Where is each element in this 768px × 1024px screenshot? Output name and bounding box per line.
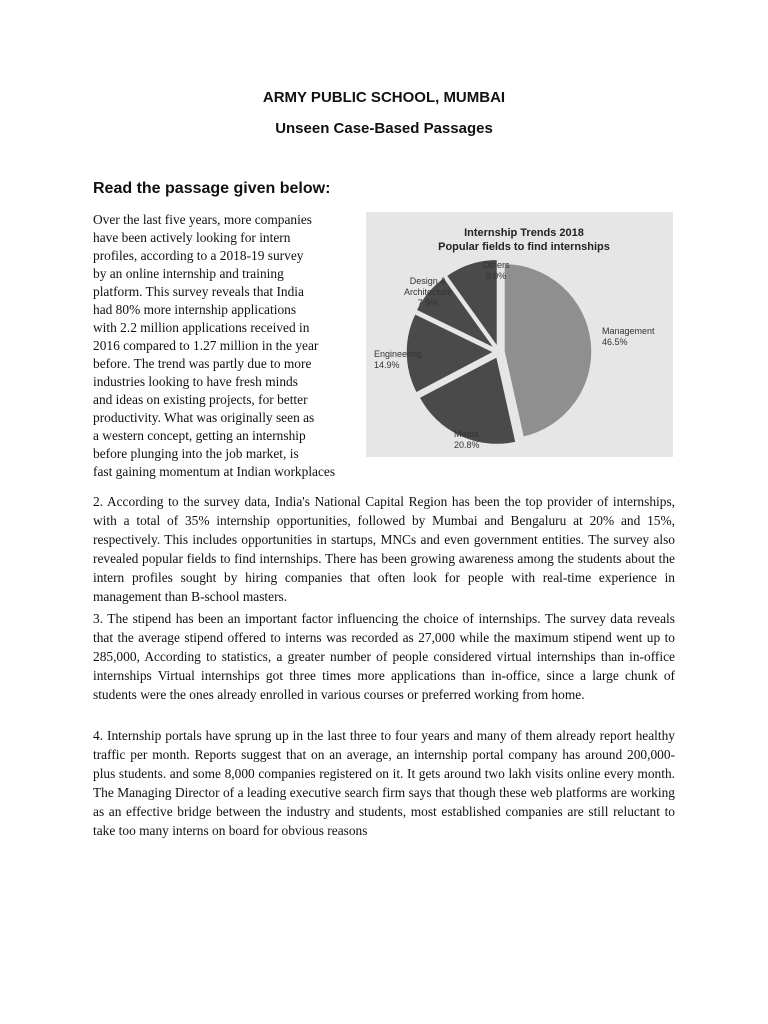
pie-slice-management <box>504 263 592 437</box>
passage-paragraph-4: 4. Internship portals have sprung up in the last three to four years and many of them already report healthy traffic per month. Reports suggest that on an average, an internship portal company has around 200,000-plus students. and some 8,000 companies registered on it. It gets around two lakh visits online every month. The Managing Director of a leading executive search firm says that though these web platforms are working as an effective bridge between the industry and students, most established companies are still reluctant to take too many interns on board for obvious reasons <box>93 728 675 838</box>
slice-value-label: 14.9% <box>374 360 400 370</box>
passage-line: with 2.2 million applications received in <box>93 320 310 335</box>
passage-line: have been actively looking for intern <box>93 230 291 245</box>
slice-category-label: Architecture <box>403 287 453 297</box>
passage-paragraph-2: 2. According to the survey data, India's National Capital Region has been the top provider of internships, with a total of 35% internship opportunities, followed by Mumbai and Bengaluru at 20% and 15%, respectively. This includes opportunities in startups, MNCs and even government entities. The survey also revealed popular fields to find internships. There has been growing awareness among the students about the intern profiles sought by hiring companies that often look for people with real-time experience in management than B-school masters. <box>93 494 675 604</box>
passage-line: and ideas on existing projects, for better <box>93 392 308 407</box>
passage-line: fast gaining momentum at Indian workplaces <box>93 464 336 479</box>
document-subtitle: Unseen Case-Based Passages <box>275 120 493 137</box>
passage-line: before. The trend was partly due to more <box>93 356 312 371</box>
passage-line: platform. This survey reveals that India <box>93 284 304 299</box>
pie-chart-figure <box>366 212 673 457</box>
passage-line: had 80% more internship applications <box>93 302 297 317</box>
slice-value-label: 7.9% <box>417 298 439 308</box>
chart-subtitle: Popular fields to find internships <box>438 241 610 253</box>
slice-category-label: Management <box>602 326 655 336</box>
passage-line: profiles, according to a 2018-19 survey <box>93 248 304 263</box>
passage-paragraph-1 <box>93 211 383 481</box>
chart-title: Internship Trends 2018 <box>464 227 584 239</box>
passage-paragraph-3: 3. The stipend has been an important factor influencing the choice of internships. The survey data reveals that the average stipend offered to interns was recorded as 27,000 while the maximum stipend went up to 285,000, According to statistics, a greater number of people considered virtual internships than in-office internships Virtual internships got three times more applications than in-office, since a large chunk of students were the ones already enrolled in various courses or preferred working from home. <box>93 611 675 702</box>
passage-line: 2016 compared to 1.27 million in the year <box>93 338 319 353</box>
passage-line: a western concept, getting an internship <box>93 428 306 443</box>
passage-line: Over the last five years, more companies <box>93 212 313 227</box>
slice-category-label: Engineering <box>374 349 423 359</box>
pie-chart <box>366 212 673 457</box>
passage-line: before plunging into the job market, is <box>93 446 299 461</box>
slice-category-label: Design & <box>409 276 447 286</box>
school-name: ARMY PUBLIC SCHOOL, MUMBAI <box>262 89 506 106</box>
passage-line: productivity. What was originally seen as <box>93 410 315 425</box>
passage-line: industries looking to have fresh minds <box>93 374 298 389</box>
slice-category-label: Others <box>482 260 510 270</box>
slice-value-label: 9.9% <box>485 271 507 281</box>
slice-category-label: Media <box>454 429 479 439</box>
passage-line: by an online internship and training <box>93 266 284 281</box>
slice-value-label: 20.8% <box>454 440 480 450</box>
reading-prompt: Read the passage given below: <box>93 180 331 197</box>
slice-value-label: 46.5% <box>602 337 628 347</box>
